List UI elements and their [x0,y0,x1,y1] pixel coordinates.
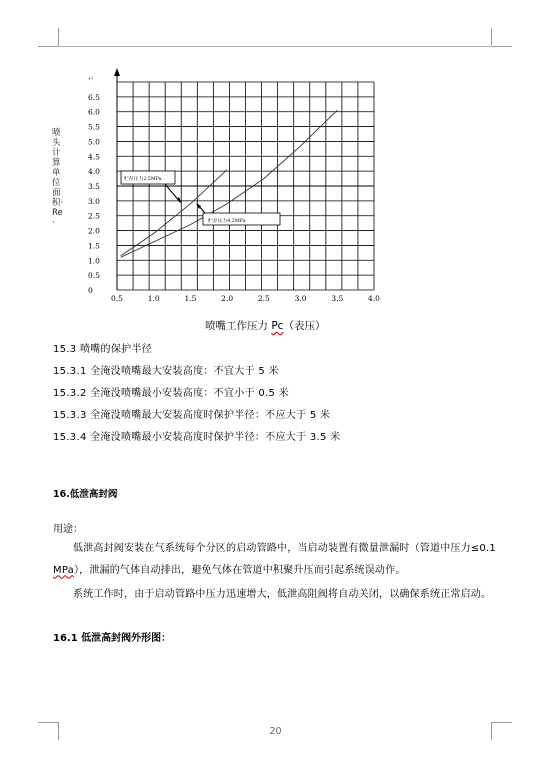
x-tick-label: 4.0 [368,294,380,303]
para1-unit: MPa [53,564,74,576]
x-axis-title-main: 喷嘴工作压力 [205,320,268,332]
x-tick-label: 3.5 [331,294,344,303]
y-tick-label: 3.5 [88,182,100,191]
section-15-3-2: 15.3.2 全淹没喷嘴最小安装高度：不宜小于 0.5 米 [53,388,289,399]
crop-mark [38,722,58,723]
section-15-3-title: 15.3 喷嘴的保护半径 [53,344,153,355]
pressure-area-chart [0,0,551,340]
para1-text-a: 低泄高封阀安装在气系统每个分区的启动管路中，当启动装置有微量泄漏时（管道中压力≤0.1 [73,543,496,554]
y-tick-label: 5.5 [88,122,100,132]
x-tick-label: 3.0 [294,294,307,303]
section-15-3-3: 15.3.3 全淹没喷嘴最大安装高度时保护半径：不应大于 5 米 [53,410,331,421]
y-tick-label: 0.5 [88,271,100,281]
page-number: 20 [269,726,282,737]
paragraph-mark-icon: ↵ [88,75,94,83]
crop-mark [492,722,512,723]
y-tick-label: 0 [88,286,93,295]
section-15-3-4: 15.3.4 全淹没喷嘴最小安装高度时保护半径：不应大于 3.5 米 [53,432,341,443]
y-tick-label: 4.5 [88,152,100,162]
series-label: 贮存压力2.5MPa [124,177,162,182]
section-16-title: 16.低泄高封阀 [53,489,118,500]
y-tick-label: 6.0 [88,107,100,117]
para1-text-b: ），泄漏的气体自动排出，避免气体在管道中积聚升压而引起系统误动作。 [73,564,406,576]
series-label: 贮存压力4.2MPa [208,219,246,224]
chart-y-axis-label: 喷头计算单位面积·Re· [52,128,64,228]
y-tick-label: 5.0 [88,137,100,147]
chart-x-axis-title [205,318,325,333]
usage-paragraph-1 [53,538,498,581]
y-axis-arrow-icon [114,68,120,76]
y-tick-label: 3.0 [88,196,100,206]
x-tick-label: 0.5 [111,294,123,303]
y-tick-label: 4.0 [88,167,100,177]
x-tick-label: 2.0 [221,294,234,303]
y-tick-label: 2.5 [88,211,100,221]
usage-label: 用途： [53,524,83,535]
x-axis-title-symbol: Pc [271,320,284,332]
x-tick-label: 2.5 [257,294,270,303]
x-tick-label: 1.5 [184,294,197,303]
section-15-3-1: 15.3.1 全淹没喷嘴最大安装高度：不宜大于 5 米 [53,366,279,377]
section-16-1-title: 16.1 低泄高封阀外形图： [53,633,172,644]
y-tick-label: 1.0 [88,256,100,266]
y-tick-label: 1.5 [88,241,100,251]
y-tick-label: 6.5 [88,92,100,102]
y-tick-label: 2.0 [88,226,100,236]
x-tick-label: 1.0 [147,294,160,303]
x-axis-title-suffix: （表压） [283,320,326,332]
usage-paragraph-2: 系统工作时，由于启动管路中压力迅速增大，低泄高阻阀将自动关闭，以确保系统正常启动。 [73,589,492,600]
